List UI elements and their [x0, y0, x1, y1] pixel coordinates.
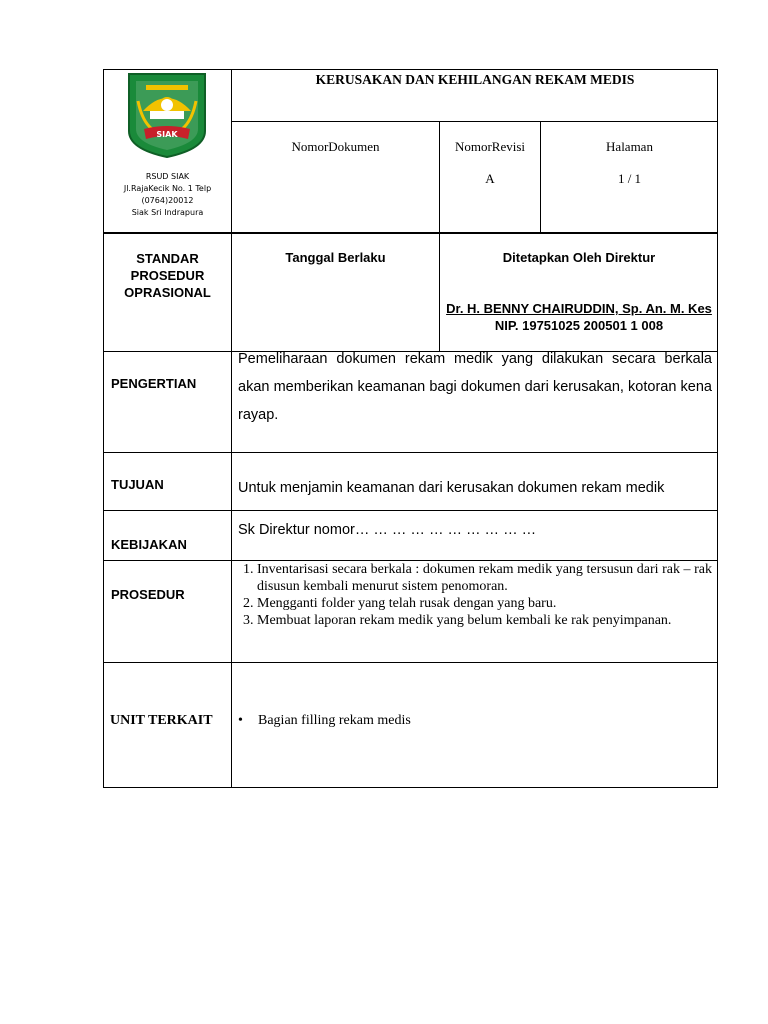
kebijakan-label: KEBIJAKAN [111, 537, 187, 552]
list-item [243, 612, 712, 629]
unit-text: Bagian filling rekam medis [258, 713, 411, 728]
hospital-info [104, 171, 231, 219]
list-item [243, 561, 712, 595]
sop-label-line: STANDAR [136, 251, 199, 266]
unit-label: UNIT TERKAIT [110, 713, 213, 728]
list-text: Mengganti folder yang telah rusak dengan yang baru. [257, 596, 557, 611]
list-text: Membuat laporan rekam medik yang belum kembali ke rak penyimpanan. [257, 613, 672, 628]
prosedur-list [243, 561, 712, 629]
unit-item [238, 713, 712, 729]
sop-document [103, 69, 718, 788]
document-title: KERUSAKAN DAN KEHILANGAN REKAM MEDIS [315, 72, 635, 87]
divider [104, 452, 718, 453]
divider [231, 121, 718, 122]
list-number: 2. [243, 596, 254, 611]
list-number: 3. [243, 613, 254, 628]
doc-number-label: NomorDokumen [291, 139, 380, 154]
shield-emblem-icon [126, 71, 208, 159]
director-name: Dr. H. BENNY CHAIRUDDIN, Sp. An. M. Kes [446, 301, 712, 316]
director-nip: NIP. 19751025 200501 1 008 [494, 318, 664, 333]
list-item [243, 595, 712, 612]
sop-label-line: PROSEDUR [130, 268, 205, 283]
divider [104, 232, 718, 234]
divider [439, 121, 440, 351]
approved-by-label: Ditetapkan Oleh Direktur [502, 250, 656, 265]
tujuan-text: Untuk menjamin keamanan dari kerusakan dokumen rekam medik [238, 480, 665, 496]
effective-date-label: Tanggal Berlaku [285, 250, 386, 265]
hospital-name: RSUD SIAK [145, 172, 190, 181]
hospital-city: Siak Sri Indrapura [131, 208, 204, 217]
divider [104, 662, 718, 663]
hospital-logo [126, 71, 208, 159]
pengertian-label: PENGERTIAN [111, 376, 197, 391]
sop-label [104, 250, 231, 301]
hospital-phone: (0764)20012 [141, 196, 194, 205]
page-label: Halaman [606, 139, 653, 154]
svg-text:SIAK: SIAK [156, 130, 178, 139]
sop-label-line: OPRASIONAL [124, 285, 211, 300]
revision-value: A [485, 171, 495, 186]
list-text: Inventarisasi secara berkala : dokumen rekam medik yang tersusun dari rak – rak disusun kembali menurut sistem penomoran. [257, 562, 712, 594]
prosedur-label: PROSEDUR [111, 587, 185, 602]
list-number: 1. [243, 562, 254, 577]
divider [231, 70, 232, 788]
hospital-address: Jl.RajaKecik No. 1 Telp [123, 184, 212, 193]
bullet-icon: • [238, 713, 243, 728]
kebijakan-text: Sk Direktur nomor… … … … … … … … … … [238, 522, 537, 538]
page-value: 1 / 1 [617, 171, 642, 186]
pengertian-text: Pemeliharaan dokumen rekam medik yang dilakukan secara berkala akan memberikan keamanan bagi dokumen dari kerusakan, kotoran kena rayap. [238, 351, 712, 423]
revision-label: NomorRevisi [454, 139, 526, 154]
divider [104, 510, 718, 511]
tujuan-label: TUJUAN [111, 477, 164, 492]
